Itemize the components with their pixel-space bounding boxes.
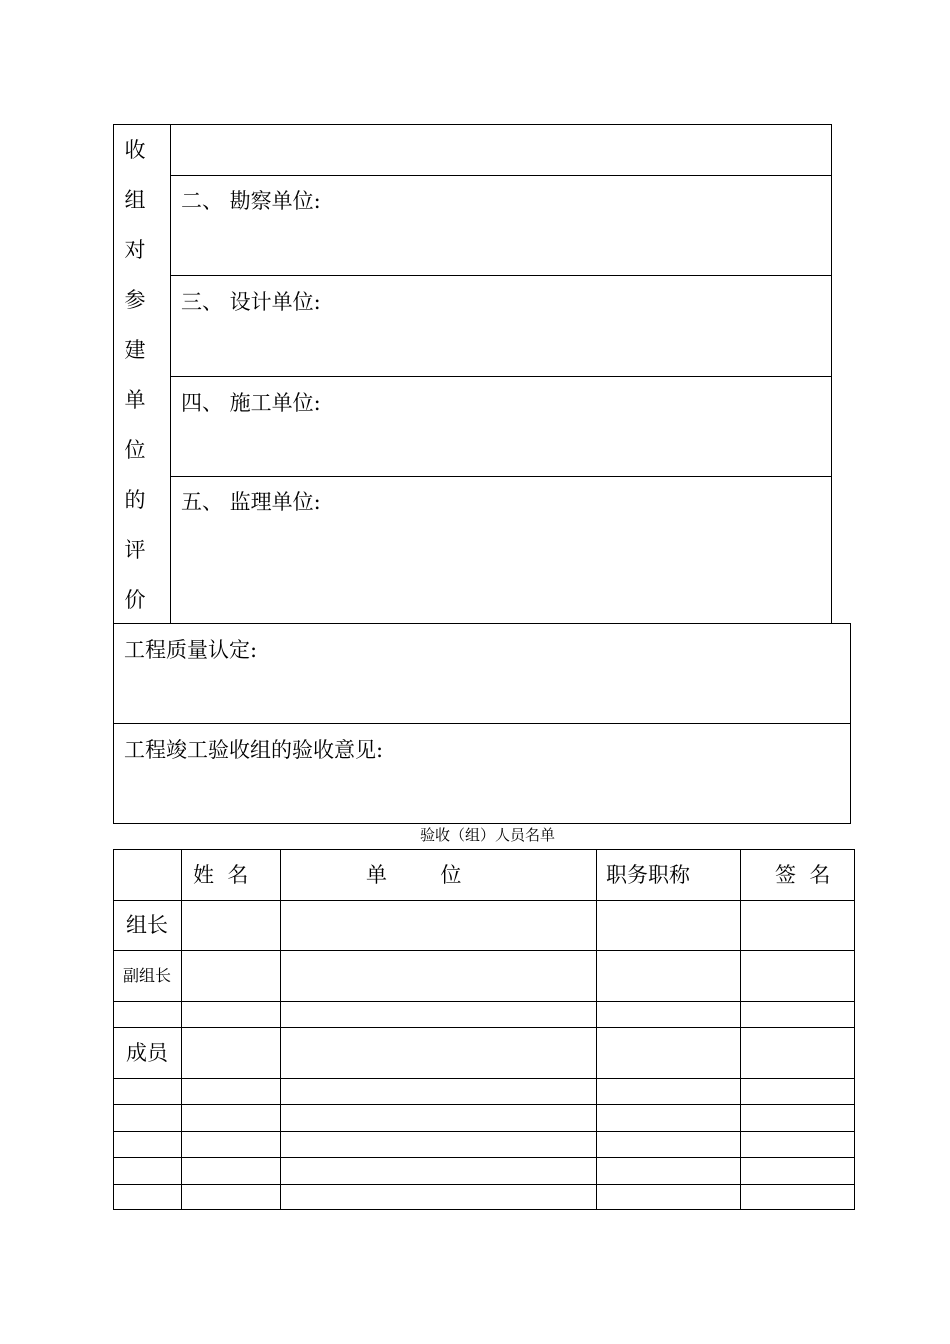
quality-label: 工程质量认定:: [124, 638, 258, 662]
row-label-deputy-leader: 副组长: [122, 966, 171, 985]
side-label-char: 对: [124, 238, 146, 262]
members-row-divider: [113, 1131, 855, 1132]
members-row-divider: [113, 1184, 855, 1185]
header-name: 姓 名: [193, 863, 249, 887]
side-label-char: 组: [124, 188, 146, 212]
design-unit-label: 三、 设计单位:: [181, 290, 321, 314]
members-column-divider: [596, 849, 597, 1210]
quality-opinion-divider: [113, 723, 851, 724]
construction-unit-label: 四、 施工单位:: [181, 391, 321, 415]
opinion-label: 工程竣工验收组的验收意见:: [124, 738, 384, 762]
header-title: 职务职称: [606, 863, 690, 887]
members-caption: 验收（组）人员名单: [419, 826, 555, 844]
members-row-divider: [113, 1078, 855, 1079]
side-label-char: 收: [124, 138, 146, 162]
evaluation-row-divider: [170, 376, 832, 377]
members-column-divider: [181, 849, 182, 1210]
members-table: [113, 849, 855, 1210]
members-row-divider: [113, 1157, 855, 1158]
side-label-char: 建: [124, 338, 146, 362]
row-label-leader: 组长: [126, 913, 168, 937]
evaluation-row-divider: [170, 275, 832, 276]
survey-unit-label: 二、 勘察单位:: [181, 189, 321, 213]
members-row-divider: [113, 950, 855, 951]
members-row-divider: [113, 1104, 855, 1105]
supervision-unit-label: 五、 监理单位:: [181, 490, 321, 514]
side-label-char: 评: [124, 538, 146, 562]
header-unit: 单 位: [366, 863, 462, 887]
members-row-divider: [113, 900, 855, 901]
header-signature: 签 名: [775, 863, 831, 887]
side-label-char: 位: [124, 438, 146, 462]
side-label-char: 单: [124, 388, 146, 412]
members-row-divider: [113, 1027, 855, 1028]
row-label-member: 成员: [126, 1041, 168, 1065]
members-row-divider: [113, 1001, 855, 1002]
side-label-char: 参: [124, 288, 146, 312]
evaluation-row-divider: [170, 175, 832, 176]
evaluation-row-divider: [170, 476, 832, 477]
members-column-divider: [740, 849, 741, 1210]
side-label-char: 的: [124, 488, 146, 512]
members-column-divider: [280, 849, 281, 1210]
side-label-char: 价: [124, 588, 146, 612]
evaluation-column-divider: [170, 124, 171, 624]
